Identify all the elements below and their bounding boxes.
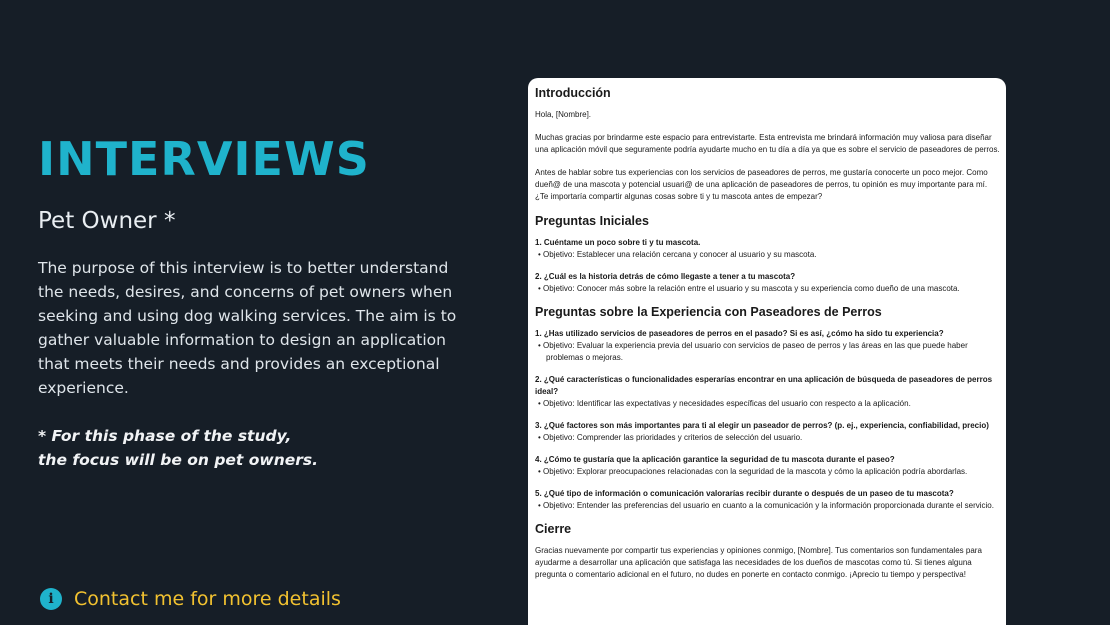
section1-heading: Preguntas Iniciales	[535, 214, 649, 228]
question-objective: • Objetivo: Establecer una relación cercana y conocer al usuario y su mascota.	[535, 249, 1000, 261]
question-text: 2. ¿Qué características o funcionalidades esperarías encontrar en una aplicación de búsqueda de paseadores de perros ideal?	[535, 375, 993, 396]
question-objective: • Objetivo: Conocer más sobre la relación entre el usuario y su mascota y su experiencia como dueño de una mascota.	[535, 283, 1000, 295]
question-item	[535, 374, 1000, 410]
question-objective: • Objetivo: Entender las preferencias del usuario en cuanto a la comunicación y la información proporcionada durante el servicio.	[535, 500, 1000, 512]
question-item	[535, 328, 1000, 364]
question-item	[535, 271, 1000, 295]
greeting-text: Hola, [Nombre].	[535, 110, 592, 119]
question-objective: • Objetivo: Evaluar la experiencia previa del usuario con servicios de paseo de perros y las áreas en las que puede haber problemas o mejoras.	[535, 340, 1000, 364]
page-subtitle: Pet Owner *	[38, 208, 176, 234]
question-text: 5. ¿Qué tipo de información o comunicación valorarías recibir durante o después de un paseo de tu mascota?	[535, 489, 954, 498]
question-objective: • Objetivo: Comprender las prioridades y criterios de selección del usuario.	[535, 432, 1000, 444]
study-note-line-2: the focus will be on pet owners.	[38, 451, 319, 469]
closing-paragraph: Gracias nuevamente por compartir tus experiencias y opiniones conmigo, [Nombre]. Tus comentarios son fundamentales para ayudarme a desarrollar una aplicación que satisfaga las necesidades de los dueños de mascotas como tú. Si tienes alguna pregunta o comentario adicional en el futuro, no dudes en ponerte en contacto conmigo. ¡Aprecio tu tiempo y perspectiva!	[535, 546, 982, 579]
document-fade	[528, 595, 1006, 625]
question-text: 1. Cuéntame un poco sobre ti y tu mascota.	[535, 238, 701, 247]
study-note-line-1: * For this phase of the study,	[38, 427, 292, 445]
question-text: 1. ¿Has utilizado servicios de paseadores de perros en el pasado? Si es así, ¿cómo ha sido tu experiencia?	[535, 329, 944, 338]
question-text: 3. ¿Qué factores son más importantes para ti al elegir un paseador de perros? (p. ej., experiencia, confiabilidad, precio)	[535, 421, 989, 430]
question-item	[535, 237, 1000, 261]
section2-heading: Preguntas sobre la Experiencia con Paseadores de Perros	[535, 305, 882, 319]
closing-heading: Cierre	[535, 522, 572, 536]
question-text: 4. ¿Cómo te gustaría que la aplicación garantice la seguridad de tu mascota durante el paseo?	[535, 455, 895, 464]
question-objective: • Objetivo: Identificar las expectativas y necesidades específicas del usuario con respecto a la aplicación.	[535, 398, 1000, 410]
study-note	[38, 424, 458, 472]
intro-heading: Introducción	[535, 86, 611, 100]
question-text: 2. ¿Cuál es la historia detrás de cómo llegaste a tener a tu mascota?	[535, 272, 796, 281]
intro-paragraph-2: Antes de hablar sobre tus experiencias con los servicios de paseadores de perros, me gustaría conocerte un poco mejor. Como dueñ@ de una mascota y potencial usuari@ de una aplicación de paseadores de perros, tu opinión es muy importante para mí. ¿Te importaría compartir algunas cosas sobre ti y tu mascota antes de empezar?	[535, 168, 988, 201]
question-item	[535, 420, 1000, 444]
question-item	[535, 454, 1000, 478]
question-objective: • Objetivo: Explorar preocupaciones relacionadas con la seguridad de la mascota y cómo la aplicación podría abordarlas.	[535, 466, 1000, 478]
contact-label: Contact me for more details	[74, 588, 341, 610]
purpose-text: The purpose of this interview is to better understand the needs, desires, and concerns of pet owners when seeking and using dog walking services. The aim is to gather valuable information to design an application that meets their needs and provides an exceptional experience.	[38, 259, 457, 397]
page-title: INTERVIEWS	[38, 132, 370, 186]
intro-paragraph-1: Muchas gracias por brindarme este espacio para entrevistarte. Esta entrevista me brindará información muy valiosa para diseñar una aplicación móvil que seguramente podría ayudarte mucho en tu día a día ya que es sobre el servicio de paseadores de perros.	[535, 133, 1000, 154]
question-item	[535, 488, 1000, 512]
interview-document	[528, 78, 1006, 625]
info-icon: i	[40, 588, 62, 610]
contact-link[interactable]	[40, 588, 341, 610]
